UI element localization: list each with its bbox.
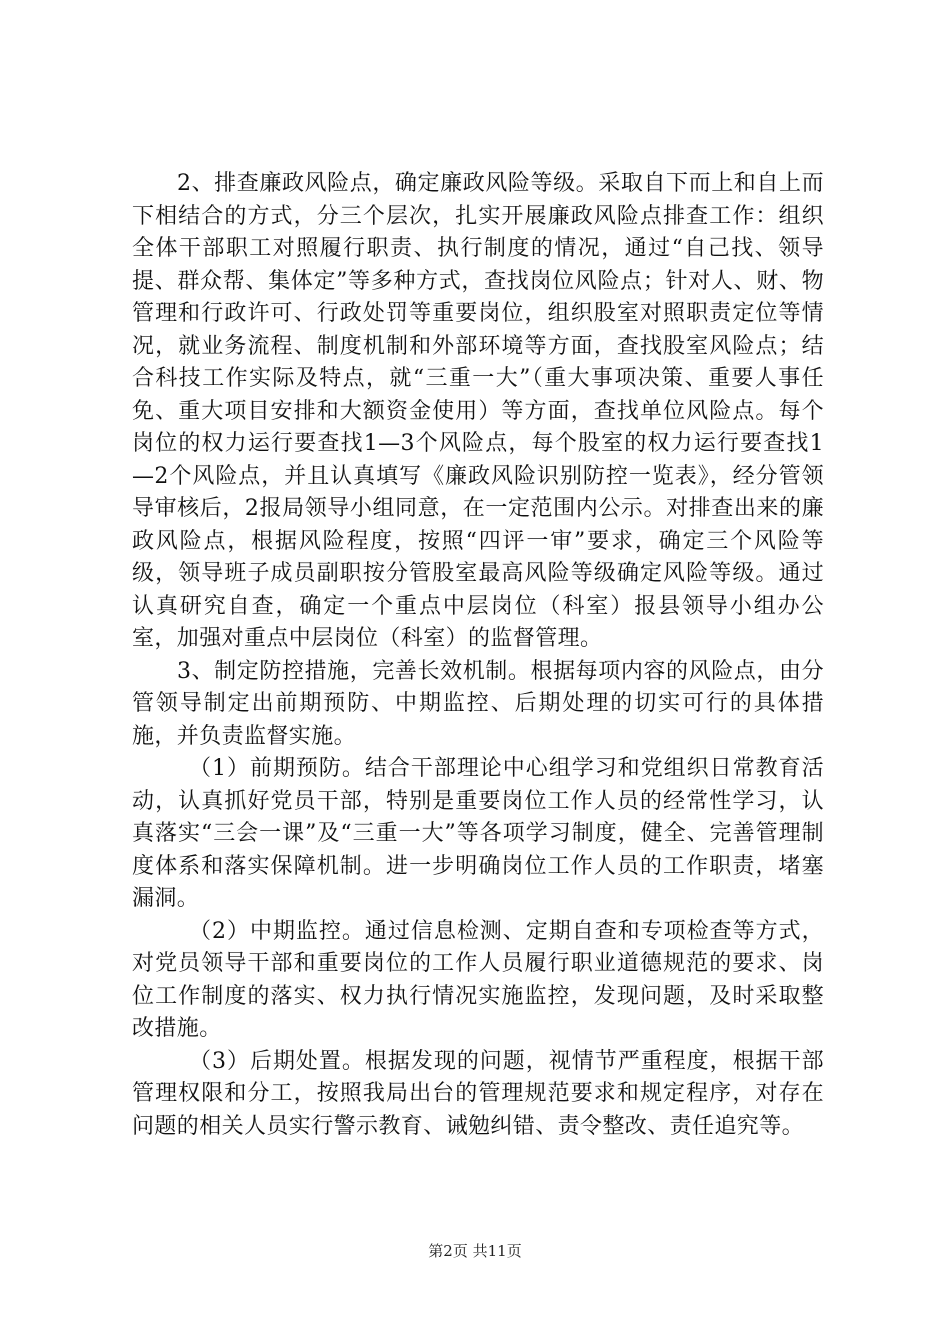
page-number-footer: 第2页 共11页 bbox=[428, 1242, 522, 1260]
paragraph-mid-monitoring: （2）中期监控。通过信息检测、定期自查和专项检查等方式，对党员领导干部和重要岗位的工作人员履行职业道德规范的要求、岗位工作制度的落实、权力执行情况实施监控，发现问题，及时采取整改措施。 bbox=[132, 918, 824, 1041]
paragraph-prevention-measures: 3、制定防控措施，完善长效机制。根据每项内容的风险点，由分管领导制定出前期预防、中期监控、后期处理的切实可行的具体措施，并负责监督实施。 bbox=[132, 658, 824, 749]
paragraph-risk-identification: 2、排查廉政风险点，确定廉政风险等级。采取自下而上和自上而下相结合的方式，分三个层次，扎实开展廉政风险点排查工作：组织全体干部职工对照履行职责、执行制度的情况，通过“自己找、领导提、群众帮、集体定”等多种方式，查找岗位风险点；针对人、财、物管理和行政许可、行政处罚等重要岗位，组织股室对照职责定位等情况，就业务流程、制度机制和外部环境等方面，查找股室风险点；结合科技工作实际及特点，就“三重一大”（重大事项决策、重要人事任免、重大项目安排和大额资金使用）等方面，查找单位风险点。每个岗位的权力运行要查找1—3个风险点，每个股室的权力运行要查找1—2个风险点，并且认真填写《廉政风险识别防控一览表》，经分管领导审核后，2报局领导小组同意，在一定范围内公示。对排查出来的廉政风险点，根据风险程度，按照“四评一审”要求，确定三个风险等级，领导班子成员副职按分管股室最高风险等级确定风险等级。通过认真研究自查，确定一个重点中层岗位（科室）报县领导小组办公室，加强对重点中层岗位（科室）的监督管理。 bbox=[132, 171, 824, 651]
paragraph-late-handling: （3）后期处置。根据发现的问题，视情节严重程度，根据干部管理权限和分工，按照我局出台的管理规范要求和规定程序，对存在问题的相关人员实行警示教育、诫勉纠错、责令整改、责任追究等。 bbox=[132, 1048, 824, 1139]
paragraph-early-prevention: （1）前期预防。结合干部理论中心组学习和党组织日常教育活动，认真抓好党员干部，特别是重要岗位工作人员的经常性学习，认真落实“三会一课”及“三重一大”等各项学习制度，健全、完善管理制度体系和落实保障机制。进一步明确岗位工作人员的工作职责，堵塞漏洞。 bbox=[132, 756, 824, 911]
document-body bbox=[132, 168, 824, 1143]
